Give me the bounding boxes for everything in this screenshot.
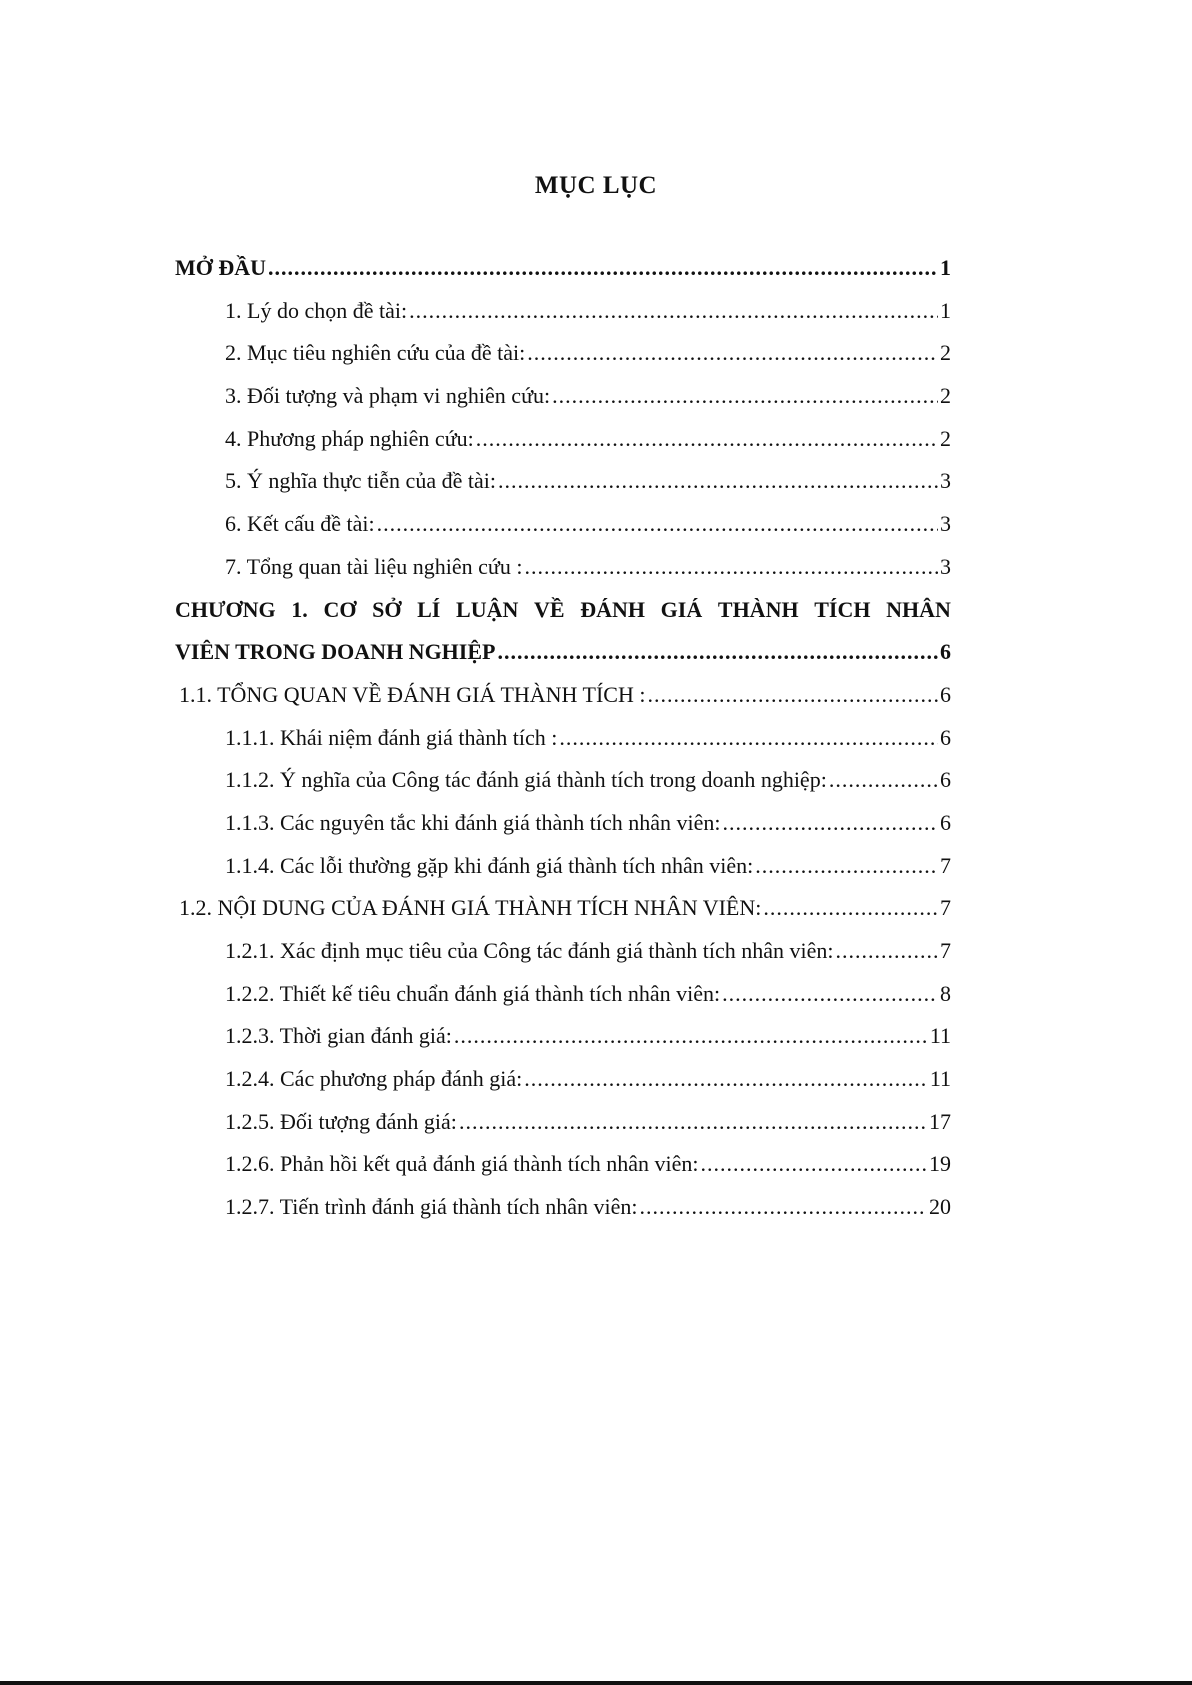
toc-entry-label: 1.1. TỔNG QUAN VỀ ĐÁNH GIÁ THÀNH TÍCH : bbox=[179, 681, 646, 707]
chapter-word: CHƯƠNG bbox=[175, 596, 276, 622]
toc-entry[interactable] bbox=[175, 511, 951, 554]
toc-page-number: 11 bbox=[929, 1023, 951, 1049]
toc-page-number: 2 bbox=[940, 425, 951, 451]
chapter-word: VỀ bbox=[534, 596, 565, 622]
toc-entry-label: 7. Tổng quan tài liệu nghiên cứu : bbox=[225, 553, 523, 579]
dot-leader bbox=[498, 468, 938, 494]
dot-leader bbox=[639, 1194, 927, 1220]
toc-entry-label: 1.1.4. Các lỗi thường gặp khi đánh giá thành tích nhân viên: bbox=[225, 852, 754, 878]
toc-entry-label: 1.2.1. Xác định mục tiêu của Công tác đánh giá thành tích nhân viên: bbox=[225, 938, 834, 963]
toc-entry-label: 4. Phương pháp nghiên cứu: bbox=[225, 425, 474, 451]
toc-entry-label: VIÊN TRONG DOANH NGHIỆP bbox=[175, 639, 496, 665]
toc-entry-label: MỞ ĐẦU bbox=[175, 255, 267, 280]
toc-page-number: 19 bbox=[929, 1151, 951, 1177]
toc-entry[interactable] bbox=[175, 426, 951, 469]
toc-entry[interactable] bbox=[175, 853, 951, 896]
toc-entry[interactable] bbox=[175, 725, 951, 768]
toc-entry[interactable] bbox=[175, 1023, 951, 1066]
chapter-word: ĐÁNH bbox=[580, 596, 646, 622]
toc-chapter-heading-line1[interactable] bbox=[175, 597, 951, 640]
toc-page-number: 2 bbox=[940, 383, 951, 409]
toc-section-1-2[interactable] bbox=[175, 895, 951, 938]
toc-page-number: 3 bbox=[940, 553, 951, 579]
chapter-word: LÍ bbox=[417, 596, 441, 622]
chapter-word: THÀNH bbox=[717, 596, 799, 622]
chapter-word: NHÂN bbox=[886, 596, 951, 622]
chapter-word: GIÁ bbox=[660, 596, 703, 622]
toc-page-number: 6 bbox=[940, 767, 951, 793]
toc-entry-label: 1.1.1. Khái niệm đánh giá thành tích : bbox=[225, 724, 558, 750]
toc-entry[interactable] bbox=[175, 383, 951, 426]
toc-entry[interactable] bbox=[175, 468, 951, 511]
dot-leader bbox=[829, 767, 938, 793]
toc-page-number: 3 bbox=[940, 511, 951, 537]
toc-page-number: 1 bbox=[940, 297, 951, 323]
dot-leader bbox=[527, 340, 938, 366]
toc-chapter-heading-line2[interactable] bbox=[175, 639, 951, 682]
chapter-word: CƠ bbox=[323, 596, 357, 622]
dot-leader bbox=[647, 682, 938, 708]
toc-entry-label: 6. Kết cấu đề tài: bbox=[225, 511, 375, 537]
dot-leader bbox=[552, 383, 938, 409]
table-of-contents bbox=[175, 255, 951, 1237]
toc-entry[interactable] bbox=[175, 981, 951, 1024]
toc-entry[interactable] bbox=[175, 938, 951, 981]
toc-entry-label: 1.2. NỘI DUNG CỦA ĐÁNH GIÁ THÀNH TÍCH NHÂN VIÊN: bbox=[179, 895, 762, 921]
toc-entry[interactable] bbox=[175, 1194, 951, 1237]
toc-section-1-1[interactable] bbox=[175, 682, 951, 725]
dot-leader bbox=[559, 725, 938, 751]
toc-page-number: 17 bbox=[929, 1108, 951, 1134]
dot-leader bbox=[409, 298, 938, 324]
toc-entry-label: 1.2.2. Thiết kế tiêu chuẩn đánh giá thành tích nhân viên: bbox=[225, 980, 721, 1006]
chapter-word: 1. bbox=[291, 596, 308, 622]
toc-entry-label: 3. Đối tượng và phạm vi nghiên cứu: bbox=[225, 383, 551, 409]
toc-page-number: 6 bbox=[940, 639, 951, 665]
toc-entry-label: 1.2.5. Đối tượng đánh giá: bbox=[225, 1108, 457, 1134]
toc-page-number: 3 bbox=[940, 468, 951, 494]
toc-page-number: 7 bbox=[940, 895, 951, 921]
page-title: MỤC LỤC bbox=[534, 172, 658, 199]
toc-page-number: 7 bbox=[940, 852, 951, 878]
toc-entry-label: 5. Ý nghĩa thực tiễn của đề tài: bbox=[225, 468, 496, 494]
dot-leader bbox=[497, 639, 938, 665]
toc-entry[interactable] bbox=[175, 340, 951, 383]
toc-entry[interactable] bbox=[175, 1066, 951, 1109]
chapter-word: LUẬN bbox=[456, 596, 519, 622]
toc-entry[interactable] bbox=[175, 810, 951, 853]
dot-leader bbox=[459, 1109, 927, 1135]
toc-entry-label: 1.1.2. Ý nghĩa của Công tác đánh giá thành tích trong doanh nghiệp: bbox=[225, 767, 827, 793]
toc-page-number: 7 bbox=[940, 938, 951, 963]
toc-page-number: 11 bbox=[929, 1066, 951, 1092]
dot-leader bbox=[836, 938, 938, 964]
toc-entry[interactable] bbox=[175, 1109, 951, 1152]
toc-entry-label: 1. Lý do chọn đề tài: bbox=[225, 297, 408, 323]
toc-page-number: 1 bbox=[940, 255, 951, 280]
toc-entry-label: 1.2.7. Tiến trình đánh giá thành tích nhân viên: bbox=[225, 1194, 638, 1220]
dot-leader bbox=[755, 853, 938, 879]
toc-page-number: 20 bbox=[929, 1194, 951, 1220]
chapter-word: SỞ bbox=[372, 596, 402, 622]
dot-leader bbox=[524, 554, 938, 580]
page-bottom-edge bbox=[0, 1681, 1192, 1685]
toc-page-number: 8 bbox=[940, 980, 951, 1006]
toc-page-number: 6 bbox=[940, 809, 951, 835]
dot-leader bbox=[722, 810, 938, 836]
toc-entry[interactable] bbox=[175, 1151, 951, 1194]
dot-leader bbox=[701, 1151, 927, 1177]
toc-entry-label: 1.1.3. Các nguyên tắc khi đánh giá thành tích nhân viên: bbox=[225, 809, 721, 835]
toc-page-number: 2 bbox=[940, 340, 951, 366]
dot-leader bbox=[454, 1023, 928, 1049]
toc-entry-label: 1.2.6. Phản hồi kết quả đánh giá thành tích nhân viên: bbox=[225, 1151, 699, 1177]
dot-leader bbox=[476, 426, 938, 452]
chapter-word: TÍCH bbox=[814, 596, 871, 622]
dot-leader bbox=[524, 1066, 928, 1092]
dot-leader bbox=[763, 895, 938, 921]
toc-entry-label: 1.2.4. Các phương pháp đánh giá: bbox=[225, 1066, 523, 1092]
toc-entry-intro[interactable] bbox=[175, 255, 951, 298]
dot-leader bbox=[722, 981, 938, 1007]
toc-entry[interactable] bbox=[175, 767, 951, 810]
dot-leader bbox=[268, 255, 938, 281]
toc-page-number: 6 bbox=[940, 724, 951, 750]
toc-entry[interactable] bbox=[175, 554, 951, 597]
toc-page-number: 6 bbox=[940, 681, 951, 707]
toc-entry-label: 1.2.3. Thời gian đánh giá: bbox=[225, 1023, 452, 1049]
dot-leader bbox=[377, 511, 938, 537]
toc-entry-label: 2. Mục tiêu nghiên cứu của đề tài: bbox=[225, 340, 526, 366]
toc-entry[interactable] bbox=[175, 298, 951, 341]
